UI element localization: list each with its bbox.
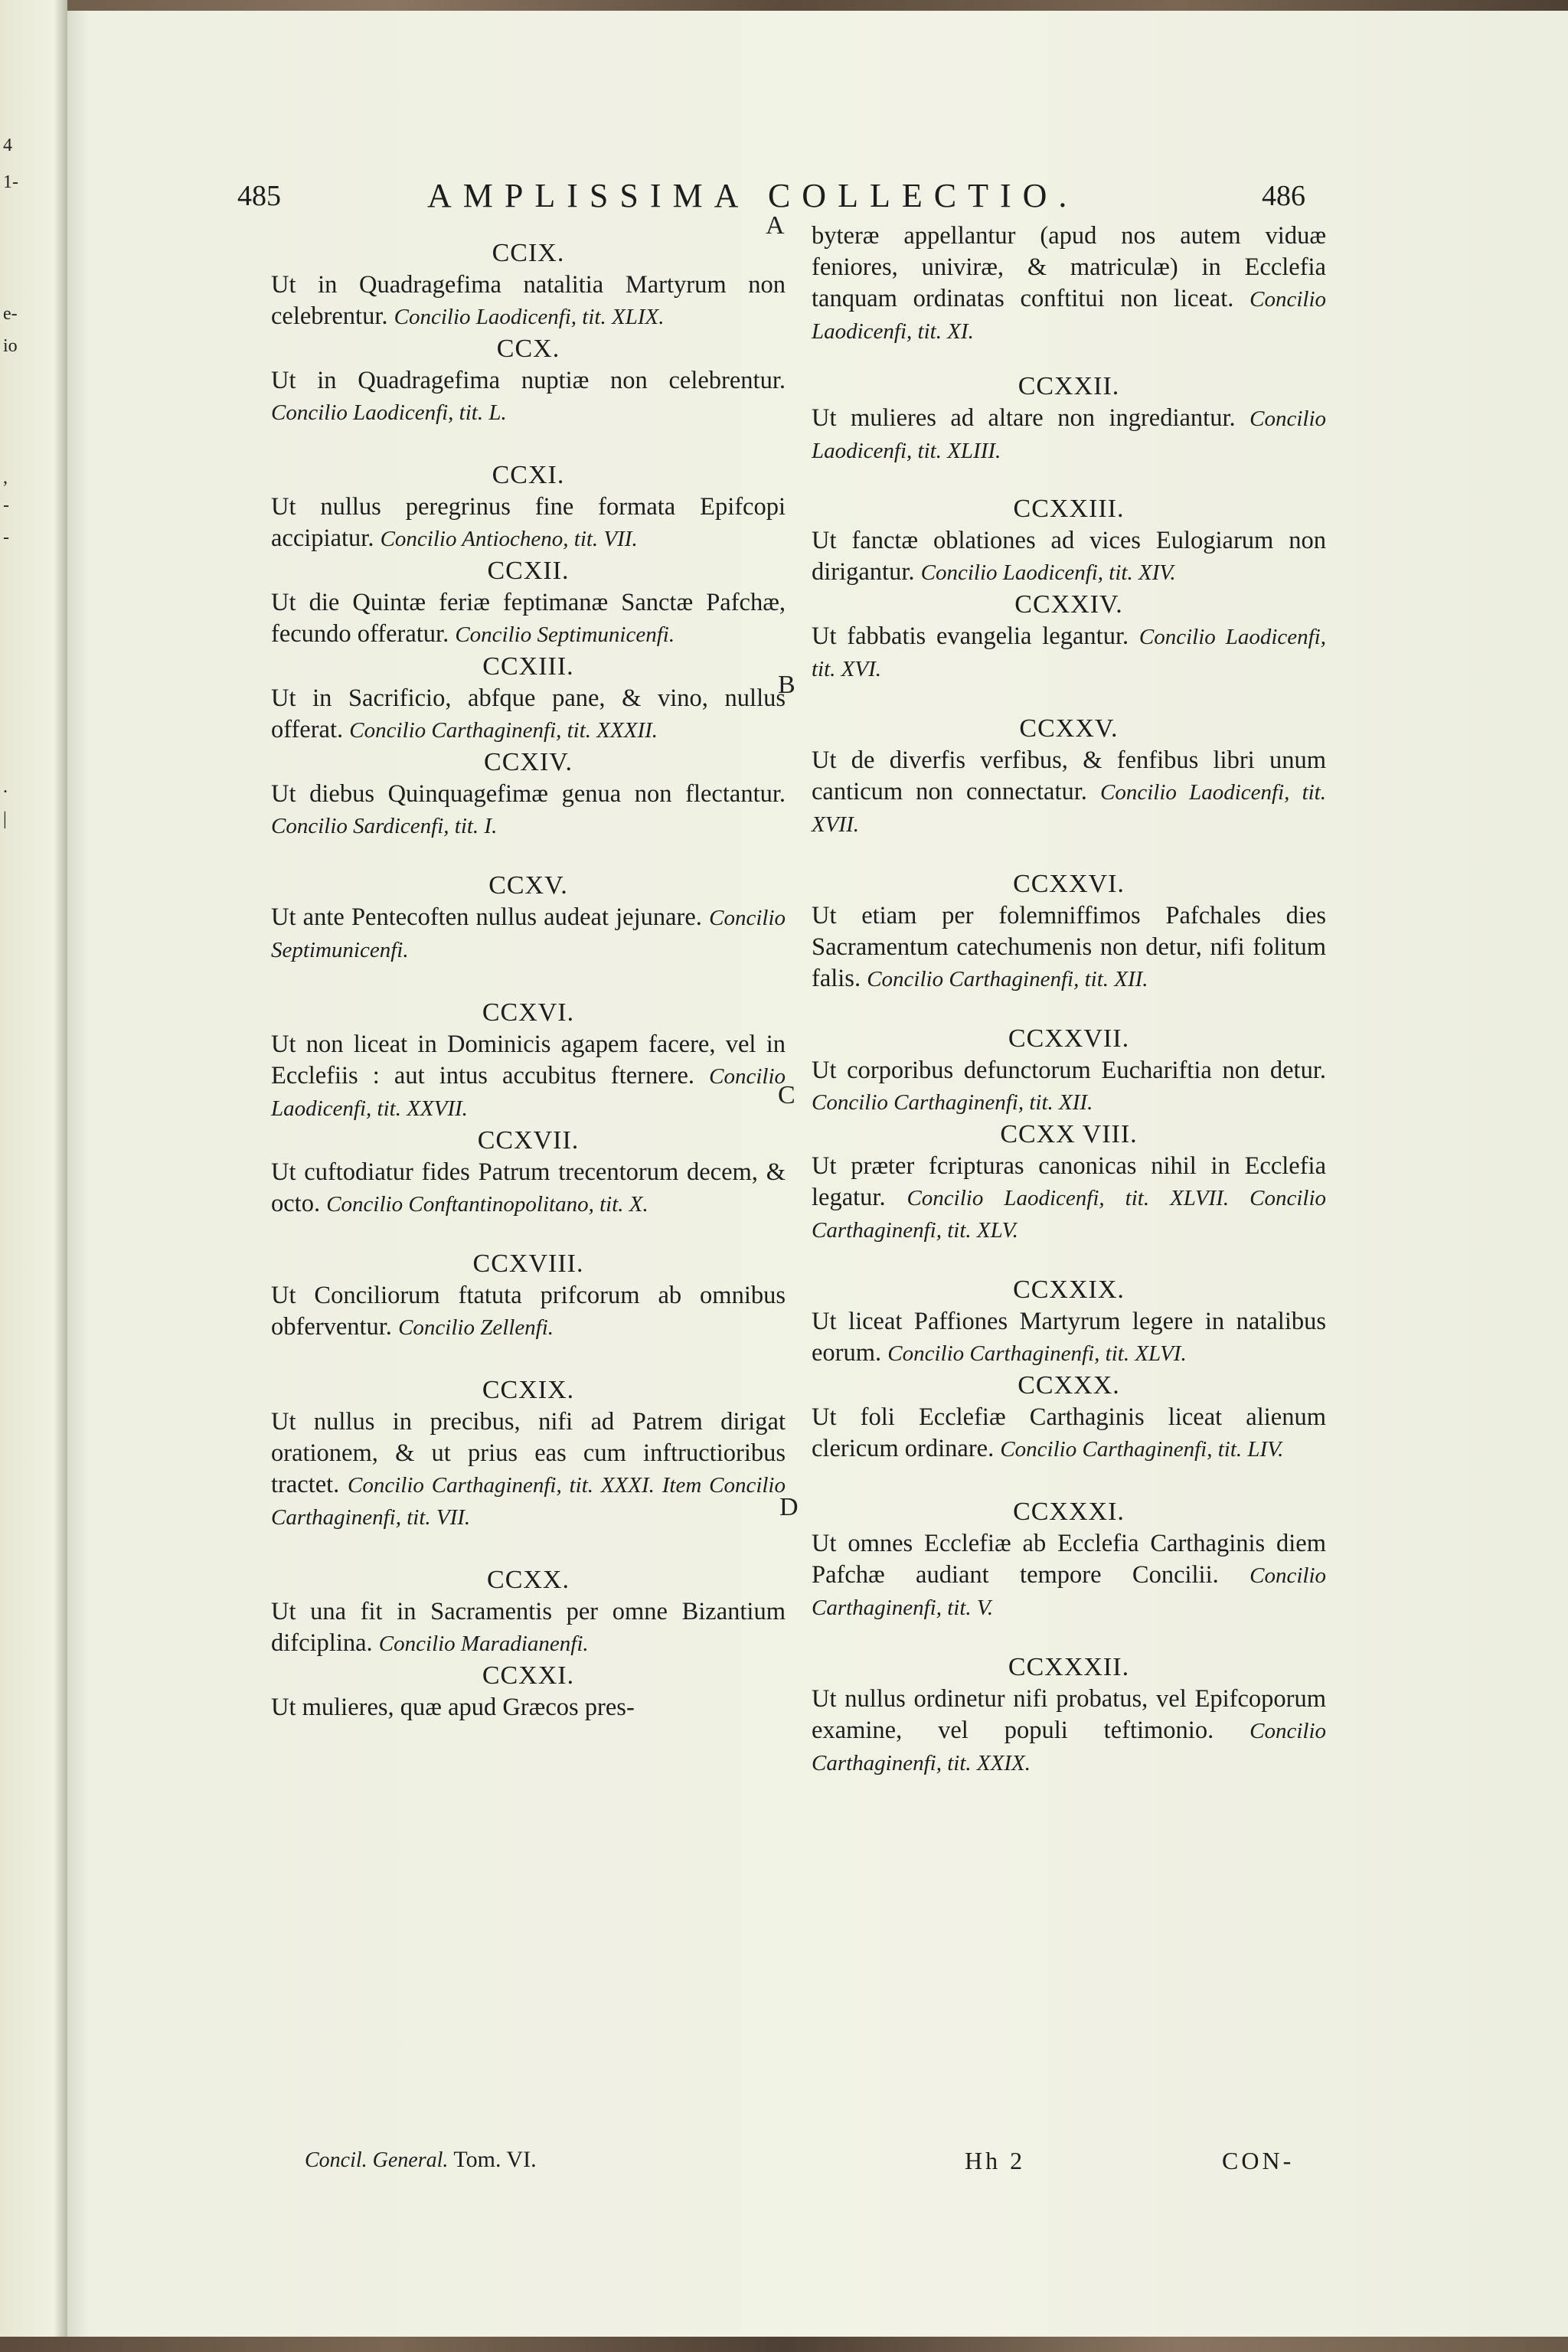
canon-text: Ut corporibus defunctorum Euchariftia non detur.	[812, 1057, 1326, 1084]
canon-reference: Concilio Laodicenfi, tit. XI.	[812, 287, 1326, 344]
margin-marker-a: A	[766, 211, 785, 240]
canon-reference: Concilio Carthaginenfi, tit. V.	[812, 1563, 1326, 1620]
canon-number: CCXXXII.	[1008, 1653, 1130, 1681]
canon-text: Ut omnes Ecclefiæ ab Ecclefia Carthaginis diem Pafchæ audiant tempore Concilii.	[812, 1530, 1326, 1589]
canon-text: Ut de diverfis verfibus, & fenfibus libri unum canticum non connectatur.	[812, 746, 1326, 805]
book-edge-top	[0, 0, 1568, 11]
catchword: CON-	[1222, 2147, 1295, 2174]
canon-entry	[812, 868, 1326, 995]
canon-number: CCXV.	[488, 871, 568, 900]
canon-reference: Concilio Carthaginenfi, tit. LIV.	[1000, 1437, 1284, 1462]
right-column	[812, 220, 1326, 1779]
prev-page-fragment: ,	[3, 468, 8, 488]
canon-text: Ut die Quintæ feriæ feptimanæ Sanctæ Pafchæ, fecundo offeratur.	[271, 589, 786, 648]
canon-entry	[271, 1125, 786, 1220]
canon-text: Ut in Sacrificio, abfque pane, & vino, nullus offerat.	[271, 684, 786, 743]
canon-number: CCXIII.	[482, 652, 574, 681]
canon-number: CCX.	[496, 335, 560, 363]
canon-number: CCXXIV.	[1014, 590, 1123, 619]
prev-page-fragment: |	[3, 809, 7, 829]
canon-number: CCXVIII.	[472, 1250, 584, 1278]
previous-page-edge	[0, 0, 67, 2352]
canon-reference: Concilio Septimunicenfi.	[455, 622, 675, 647]
canon-number: CCXVI.	[482, 998, 575, 1027]
canon-number: CCXXIX.	[1013, 1276, 1125, 1304]
canon-reference: Concilio Carthaginenfi, tit. XXIX.	[812, 1719, 1326, 1775]
canon-reference: Concilio Laodicenfi, tit. XVII.	[812, 780, 1326, 837]
left-column	[271, 220, 786, 1723]
canon-reference: Concilio Laodicenfi, tit. XIV.	[920, 560, 1176, 585]
book-edge-bottom	[0, 2337, 1568, 2352]
canon-reference: Concilio Laodicenfi, tit. XLIII.	[812, 407, 1326, 463]
canon-reference: Concilio Carthaginenfi, tit. XXXI. Item Concilio Carthaginenfi, tit. VII.	[271, 1473, 786, 1530]
page-footer	[67, 2147, 1568, 2185]
canon-text: Ut fanctæ oblationes ad vices Eulogiarum non dirigantur.	[812, 527, 1326, 586]
canon-reference: Concilio Maradianenfi.	[378, 1632, 589, 1656]
canon-text: Ut cuftodiatur fides Patrum trecentorum decem, & octo.	[271, 1158, 786, 1217]
canon-reference: Concilio Zellenfi.	[398, 1315, 554, 1340]
canon-text: Ut etiam per folemniffimos Pafchales dies Sacramentum catechumenis non detur, nifi folitum falis.	[812, 902, 1326, 992]
canon-number: CCXXII.	[1018, 372, 1120, 400]
canon-text: Ut mulieres ad altare non ingrediantur.	[812, 404, 1236, 432]
canon-reference: Concilio Laodicenfi, tit. XLVII. Concilio Carthaginenfi, tit. XLV.	[812, 1186, 1327, 1243]
canon-text: Ut fabbatis evangelia legantur.	[812, 622, 1129, 650]
canon-text: Ut mulieres, quæ apud Græcos pres-	[271, 1694, 635, 1721]
canon-entry	[812, 371, 1326, 467]
canon-number: CCXIV.	[484, 748, 573, 776]
prev-page-fragment: .	[3, 777, 8, 797]
canon-entry	[812, 1023, 1326, 1119]
canon-number: CCXXVII.	[1008, 1024, 1130, 1053]
canon-text: Ut in Quadragefima natalitia Martyrum non celebrentur.	[271, 271, 786, 330]
canon-entry	[812, 1274, 1326, 1370]
canon-text: Ut foli Ecclefiæ Carthaginis liceat alienum clericum ordinare.	[812, 1403, 1326, 1462]
canon-text: Ut nullus ordinetur nifi probatus, vel Epifcoporum examine, vel populi teftimonio.	[812, 1685, 1326, 1744]
canon-entry	[271, 555, 786, 651]
canon-entry	[271, 1248, 786, 1344]
canon-text: Ut nullus in precibus, nifi ad Patrem dirigat orationem, & ut prius eas cum inftructioribus tractet.	[271, 1408, 786, 1498]
running-title: AMPLISSIMA COLLECTIO.	[427, 177, 1079, 214]
canon-entry	[271, 1564, 786, 1660]
canon-entry	[271, 651, 786, 746]
canon-text: Ut in Quadragefima nuptiæ non celebrentur.	[271, 367, 786, 394]
running-head	[67, 168, 1568, 214]
canon-text: Ut diebus Quinquagefimæ genua non flectantur.	[271, 780, 786, 808]
canon-entry	[812, 589, 1326, 685]
canon-reference: Concilio Laodicenfi, tit. L.	[271, 400, 507, 425]
canon-entry	[271, 997, 786, 1125]
canon-entry	[271, 333, 786, 429]
canon-reference: Concilio Antiocheno, tit. VII.	[380, 527, 638, 551]
canon-reference: Concilio Carthaginenfi, tit. XLVI.	[887, 1341, 1187, 1366]
prev-page-fragment: -	[3, 528, 9, 547]
canon-text: Ut Conciliorum ftatuta prifcorum ab omnibus obferventur.	[271, 1282, 786, 1341]
canon-reference: Concilio Conftantinopolitano, tit. X.	[326, 1192, 648, 1217]
canon-entry	[271, 1374, 786, 1534]
canon-reference: Concilio Sardicenfi, tit. I.	[271, 814, 498, 838]
canon-entry	[812, 1496, 1326, 1624]
canon-reference: Concilio Laodicenfi, tit. XLIX.	[394, 305, 665, 329]
book-page	[67, 11, 1568, 2337]
canon-entry	[271, 746, 786, 842]
canon-entry	[271, 870, 786, 966]
canon-number: CCXII.	[487, 557, 570, 585]
margin-marker-c: C	[778, 1081, 795, 1109]
canon-reference: Concilio Laodicenfi, tit. XXVII.	[271, 1064, 786, 1121]
canon-reference: Concilio Carthaginenfi, tit. XXXII.	[349, 718, 658, 743]
canon-entry	[271, 1660, 786, 1723]
canon-text: Ut non liceat in Dominicis agapem facere, vel in Ecclefiis : aut intus accubitus fternere.	[271, 1031, 786, 1089]
canon-reference: Concilio Carthaginenfi, tit. XII.	[812, 1090, 1093, 1115]
volume-line	[305, 2147, 537, 2173]
canon-number: CCXXVI.	[1013, 870, 1125, 898]
canon-entry-continued	[812, 220, 1326, 348]
canon-number: CCXXX.	[1018, 1371, 1120, 1400]
prev-page-fragment: io	[3, 336, 18, 356]
canon-reference: Concilio Septimunicenfi.	[271, 906, 786, 962]
canon-number: CCXIX.	[482, 1376, 575, 1404]
canon-entry	[812, 493, 1326, 589]
canon-text: Ut ante Pentecoften nullus audeat jejunare.	[271, 903, 702, 931]
canon-number: CCXXV.	[1019, 714, 1119, 743]
canon-entry	[812, 713, 1326, 841]
page-number-right: 486	[1262, 180, 1305, 212]
prev-page-fragment: e-	[3, 304, 18, 324]
canon-number: CCXX.	[487, 1566, 570, 1594]
signature-mark: Hh 2	[965, 2147, 1026, 2174]
page-number-left: 485	[237, 180, 281, 212]
canon-entry	[812, 1370, 1326, 1465]
margin-marker-d: D	[779, 1493, 799, 1521]
canon-number: CCIX.	[492, 239, 565, 267]
canon-text: Ut liceat Paffiones Martyrum legere in natalibus eorum.	[812, 1308, 1326, 1367]
prev-page-fragment: 1-	[3, 172, 18, 192]
canon-entry	[812, 1651, 1326, 1779]
margin-marker-b: B	[778, 671, 795, 699]
canon-reference: Concilio Laodicenfi, tit. XVI.	[812, 625, 1326, 681]
canon-text: Ut præter fcripturas canonicas nihil in Ecclefia legatur.	[812, 1152, 1326, 1211]
volume-number: Tom. VI.	[453, 2147, 537, 2172]
canon-entry	[271, 459, 786, 555]
canon-number: CCXXXI.	[1013, 1498, 1125, 1526]
canon-number: CCXXIII.	[1013, 495, 1125, 523]
volume-abbrev: Concil. General.	[305, 2148, 449, 2172]
prev-page-fragment: 4	[3, 136, 12, 155]
canon-number: CCXVII.	[477, 1126, 580, 1155]
canon-entry	[812, 1119, 1326, 1246]
canon-text: byteræ appellantur (apud nos autem viduæ feniores, univiræ, & matriculæ) in Ecclefia tanquam ordinatas conftitui non liceat.	[812, 222, 1326, 312]
canon-number: CCXXI.	[482, 1661, 575, 1690]
canon-text: Ut nullus peregrinus fine formata Epifcopi accipiatur.	[271, 493, 786, 552]
canon-text: Ut una fit in Sacramentis per omne Bizantium difciplina.	[271, 1598, 786, 1657]
canon-reference: Concilio Carthaginenfi, tit. XII.	[867, 967, 1148, 991]
canon-entry	[271, 237, 786, 333]
prev-page-fragment: -	[3, 495, 9, 515]
canon-number: CCXX VIII.	[1000, 1120, 1138, 1148]
canon-number: CCXI.	[492, 461, 565, 489]
